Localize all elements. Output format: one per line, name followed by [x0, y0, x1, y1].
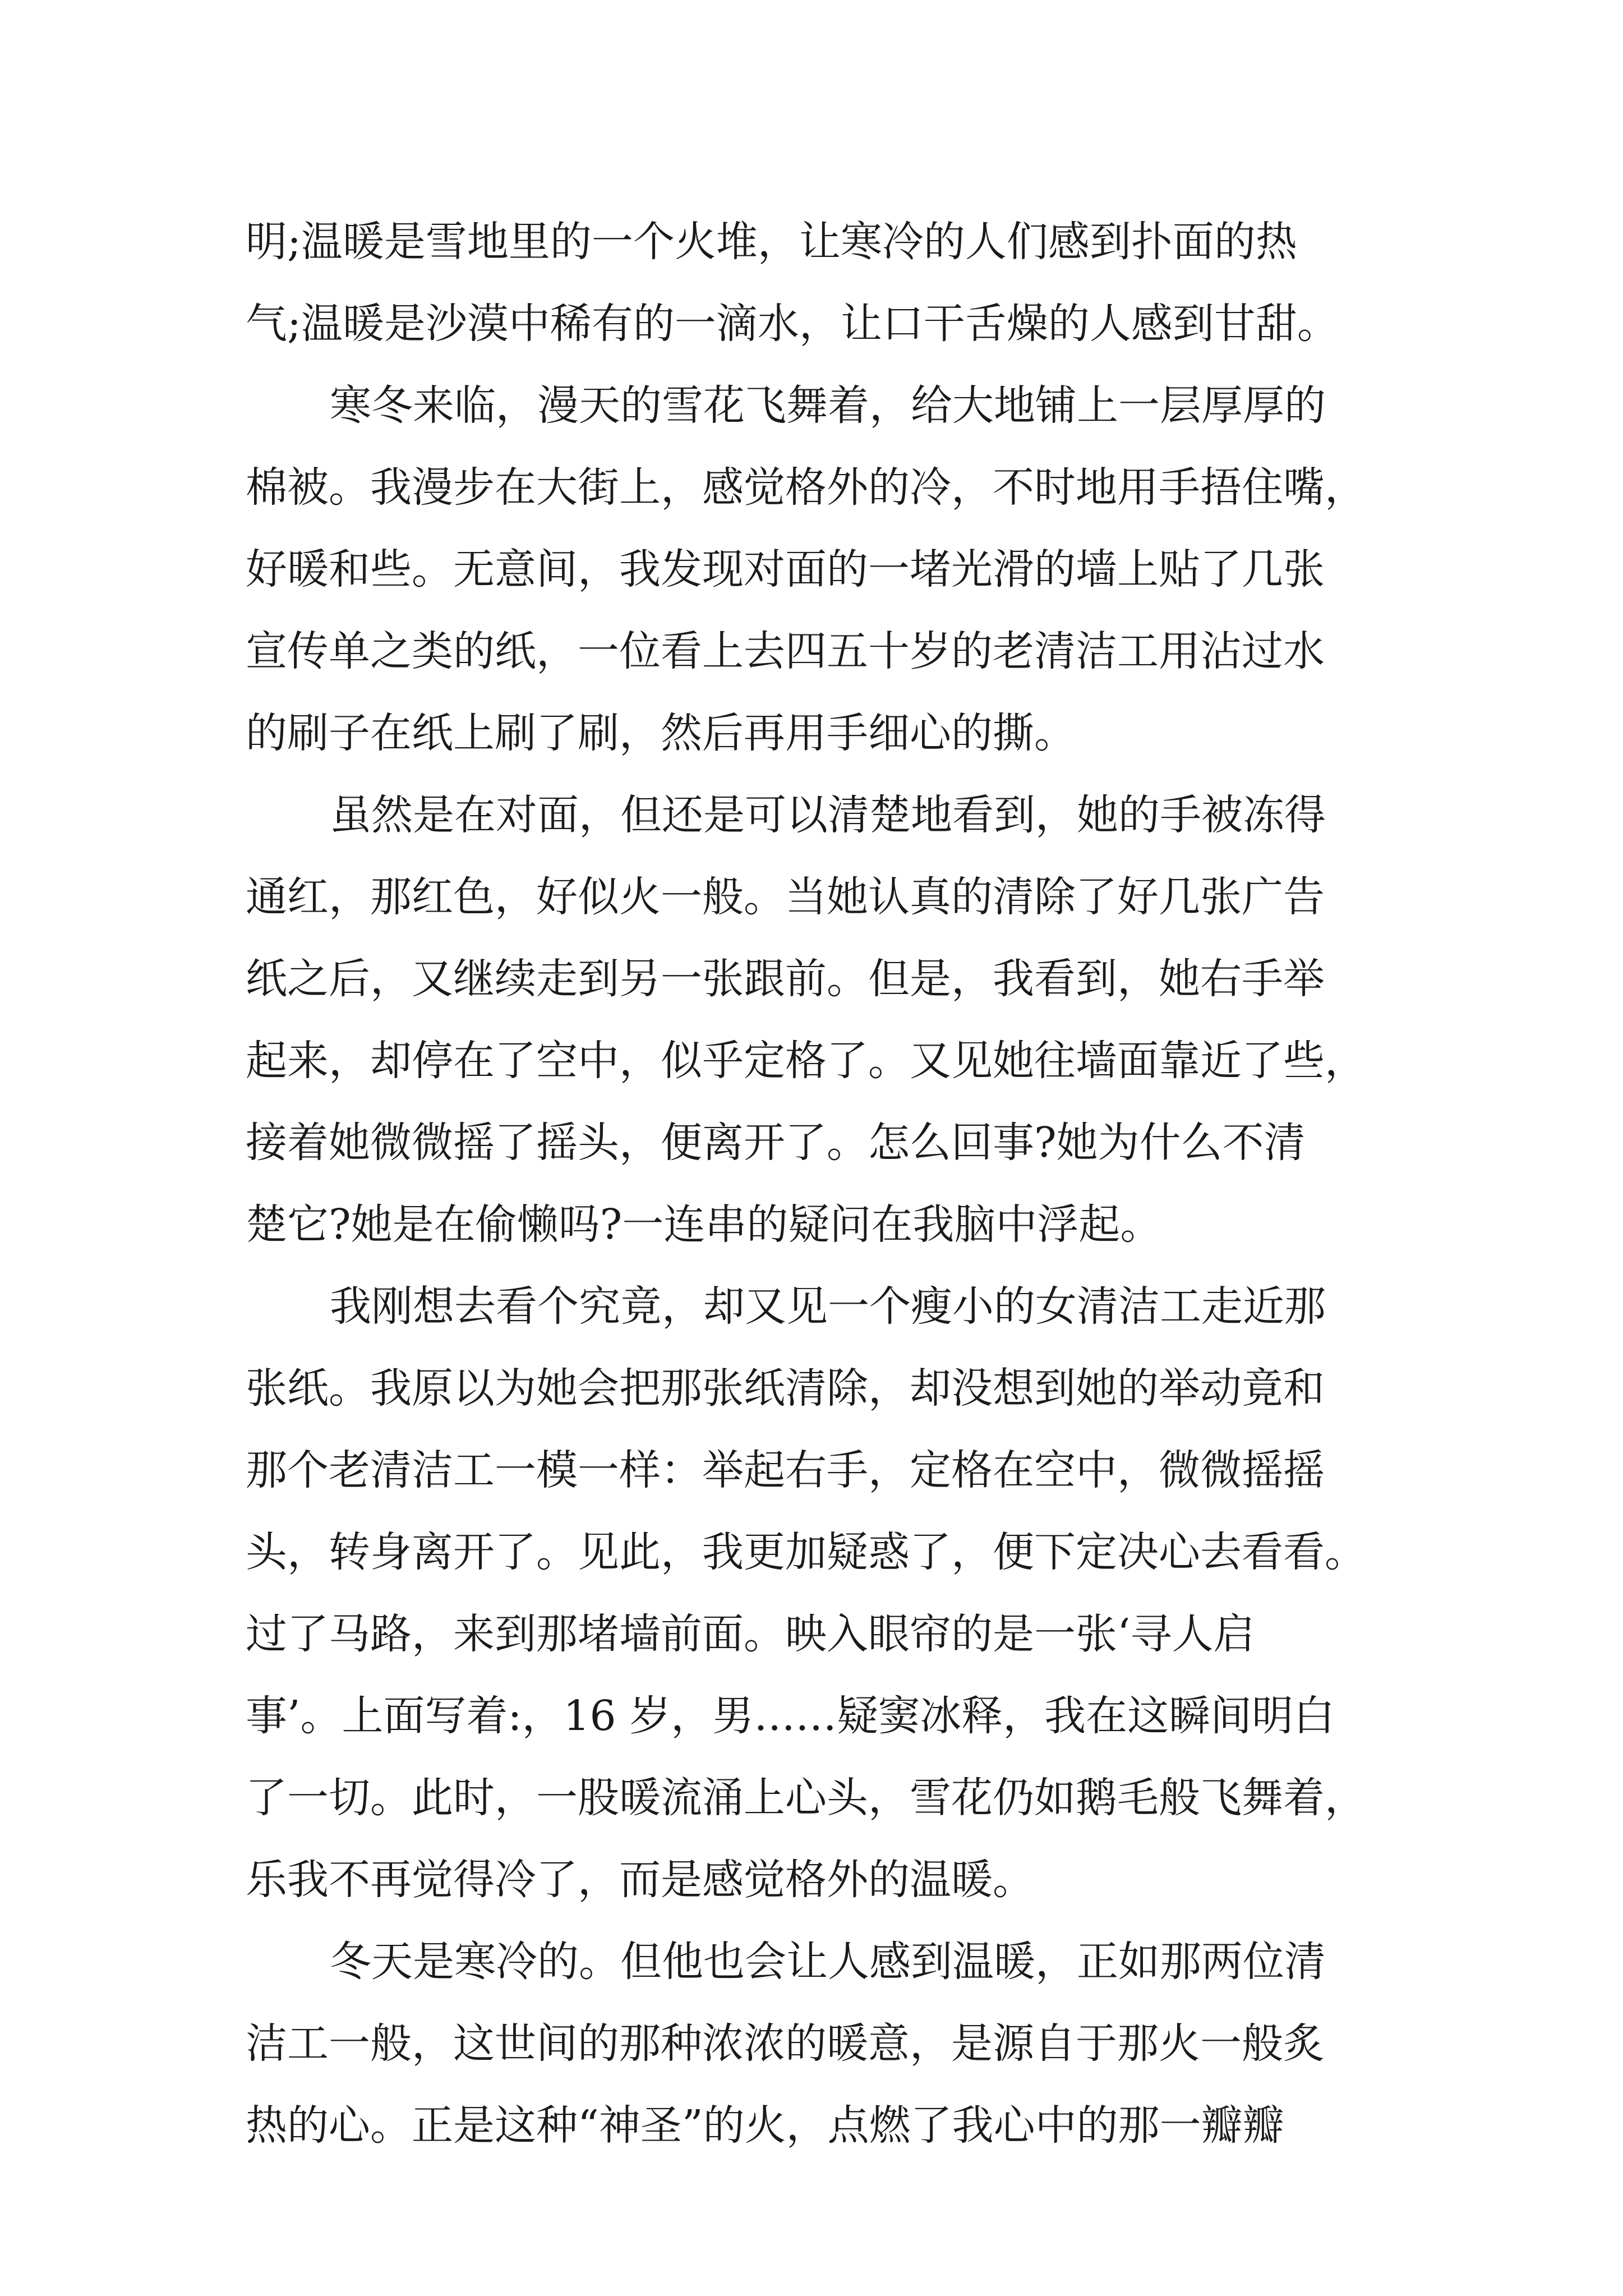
- text-line: 热的心。正是这种“神圣”的火，点燃了我心中的那一瓣瓣: [246, 2101, 1284, 2150]
- text-line: 明;温暖是雪地里的一个火堆，让寒冷的人们感到扑面的热: [246, 218, 1297, 266]
- text-line: 张纸。我原以为她会把那张纸清除，却没想到她的举动竟和: [246, 1364, 1325, 1412]
- text-line: 气;温暖是沙漠中稀有的一滴水，让口干舌燥的人感到甘甜。: [246, 300, 1339, 348]
- text-line: 的刷子在纸上刷了刷，然后再用手细心的撕。: [246, 709, 1076, 757]
- text-line: 棉被。我漫步在大街上，感觉格外的冷，不时地用手捂住嘴，: [246, 463, 1366, 512]
- text-line: 过了马路，来到那堵墙前面。映入眼帘的是一张‘寻人启: [246, 1610, 1255, 1658]
- text-line: 乐我不再觉得冷了，而是感觉格外的温暖。: [246, 1856, 1034, 1904]
- text-line: 洁工一般，这世间的那种浓浓的暖意，是源自于那火一般炙: [246, 2019, 1325, 2068]
- paragraph-first-line: 虽然是在对面，但还是可以清楚地看到，她的手被冻得: [330, 791, 1326, 839]
- text-line: 事’。上面写着:，16 岁，男……疑窦冰释，我在这瞬间明白: [246, 1692, 1335, 1740]
- text-line: 宣传单之类的纸，一位看上去四五十岁的老清洁工用沾过水: [246, 627, 1325, 675]
- text-line: 起来，却停在了空中，似乎定格了。又见她往墙面靠近了些，: [246, 1037, 1366, 1085]
- text-line: 好暖和些。无意间，我发现对面的一堵光滑的墙上贴了几张: [246, 545, 1325, 593]
- body-text: [246, 201, 1390, 2166]
- paragraph-first-line: 寒冬来临，漫天的雪花飞舞着，给大地铺上一层厚厚的: [330, 381, 1326, 430]
- text-line: 楚它?她是在偷懒吗?一连串的疑问在我脑中浮起。: [246, 1200, 1162, 1249]
- text-line: 头，转身离开了。见此，我更加疑惑了，便下定决心去看看。: [246, 1528, 1366, 1576]
- text-line: 通红，那红色，好似火一般。当她认真的清除了好几张广告: [246, 873, 1325, 921]
- text-line: 纸之后，又继续走到另一张跟前。但是，我看到，她右手举: [246, 955, 1325, 1003]
- text-line: 了一切。此时，一股暖流涌上心头，雪花仍如鹅毛般飞舞着，: [246, 1774, 1366, 1822]
- paragraph-first-line: 我刚想去看个究竟，却又见一个瘦小的女清洁工走近那: [330, 1282, 1326, 1331]
- text-line: 那个老清洁工一模一样：举起右手，定格在空中，微微摇摇: [246, 1446, 1325, 1494]
- text-line: 接着她微微摇了摇头，便离开了。怎么回事?她为什么不清: [246, 1119, 1306, 1167]
- paragraph-first-line: 冬天是寒冷的。但他也会让人感到温暖，正如那两位清: [330, 1938, 1326, 1986]
